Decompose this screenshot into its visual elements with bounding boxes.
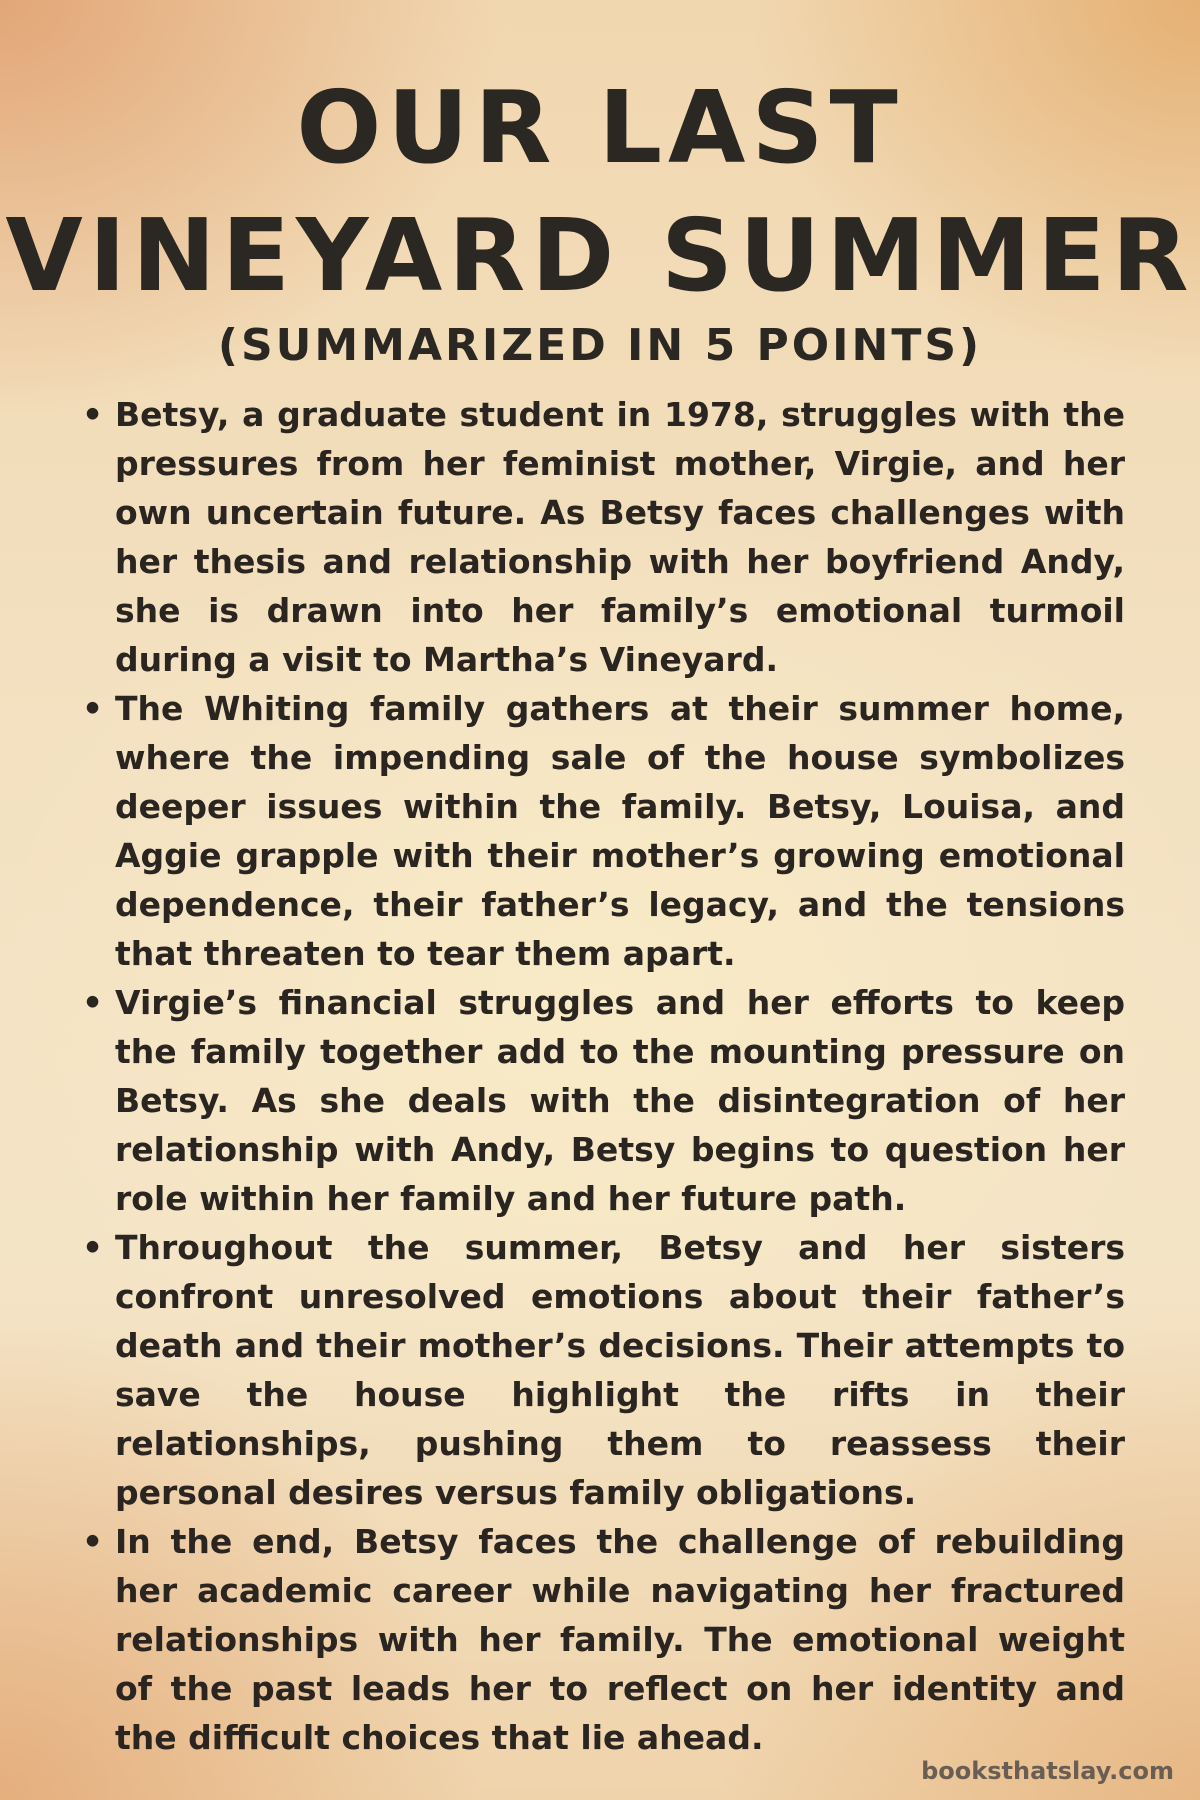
bullet-icon: •: [82, 1522, 104, 1561]
bullet-icon: •: [82, 1228, 104, 1267]
summary-point-text: In the end, Betsy faces the challenge of rebuilding her academic career while navigating her fractured relationships with her family. The emotional weight of the past leads her to reflect on her identity and the difficult choices that lie ahead.: [115, 1522, 1125, 1757]
subtitle: (SUMMARIZED IN 5 POINTS): [217, 320, 983, 371]
summary-point-4: [80, 1223, 1125, 1517]
summary-point-3: [80, 978, 1125, 1223]
title-line-2: VINEYARD SUMMER: [5, 197, 1195, 314]
bullet-icon: •: [82, 983, 104, 1022]
summary-point-2: [80, 684, 1125, 978]
title-line-1: OUR LAST: [296, 69, 904, 186]
summary-points-list: [80, 390, 1125, 1762]
summary-point-1: [80, 390, 1125, 684]
summary-point-text: Throughout the summer, Betsy and her sisters confront unresolved emotions about their father’s death and their mother’s decisions. Their attempts to save the house highlight the rifts in their relationships, pushing them to reassess their personal desires versus family obligations.: [115, 1228, 1125, 1512]
site-credit: booksthatslay.com: [921, 1757, 1174, 1785]
summary-point-text: Betsy, a graduate student in 1978, struggles with the pressures from her feminist mother, Virgie, and her own uncertain future. As Betsy faces challenges with her thesis and relationship with her boyfriend Andy, she is drawn into her family’s emotional turmoil during a visit to Martha’s Vineyard.: [115, 395, 1125, 679]
summary-point-5: [80, 1517, 1125, 1762]
bullet-icon: •: [82, 395, 104, 434]
summary-point-text: The Whiting family gathers at their summer home, where the impending sale of the house symbolizes deeper issues within the family. Betsy, Louisa, and Aggie grapple with their mother’s growing emotional dependence, their father’s legacy, and the tensions that threaten to tear them apart.: [115, 689, 1125, 973]
summary-point-text: Virgie’s financial struggles and her efforts to keep the family together add to the mounting pressure on Betsy. As she deals with the disintegration of her relationship with Andy, Betsy begins to question her role within her family and her future path.: [115, 983, 1125, 1218]
bullet-icon: •: [82, 689, 104, 728]
